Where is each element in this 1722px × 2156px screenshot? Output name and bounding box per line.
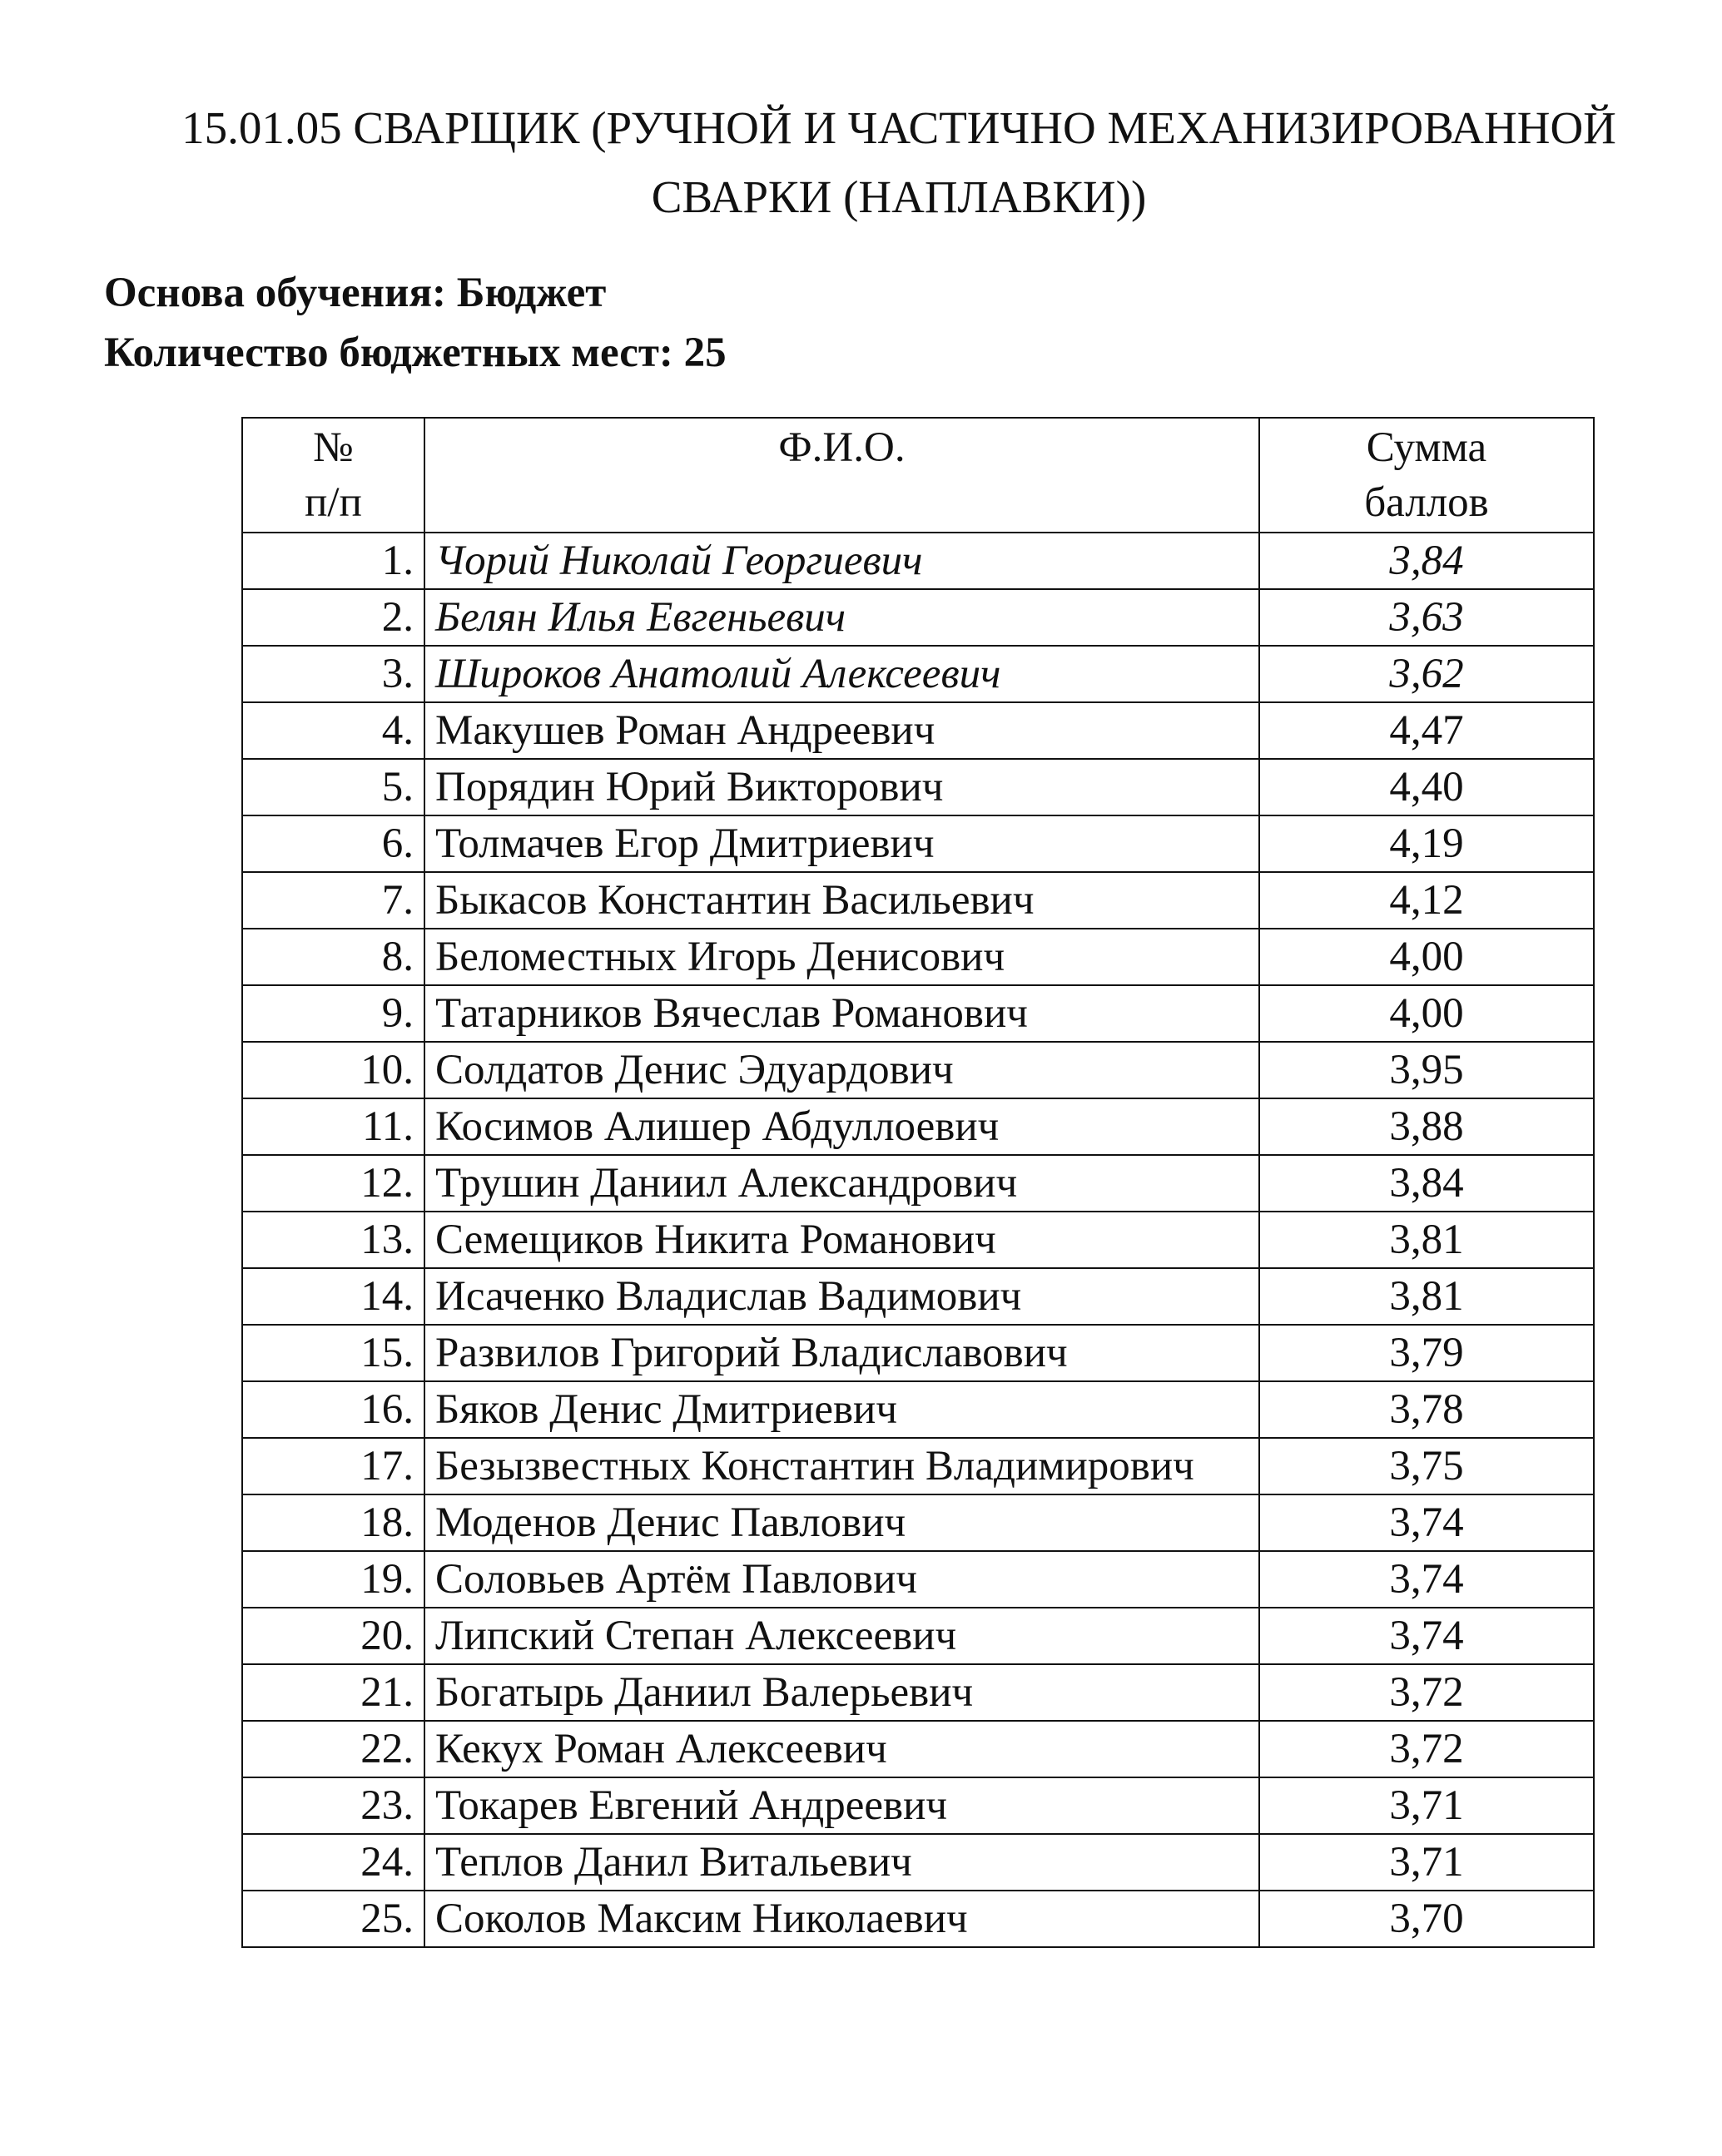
score-sum: 3,72 [1259, 1721, 1594, 1777]
column-header-score [1259, 418, 1594, 533]
table-row [242, 1891, 1594, 1947]
table-row [242, 702, 1594, 759]
applicants-table [241, 417, 1595, 1948]
row-number: 17. [242, 1438, 424, 1494]
score-sum: 3,70 [1259, 1891, 1594, 1947]
score-sum: 3,74 [1259, 1494, 1594, 1551]
row-number: 14. [242, 1268, 424, 1325]
table-row [242, 589, 1594, 646]
table-row [242, 815, 1594, 872]
applicant-name: Развилов Григорий Владиславович [424, 1325, 1259, 1381]
row-number: 15. [242, 1325, 424, 1381]
row-number: 10. [242, 1042, 424, 1098]
score-sum: 3,72 [1259, 1664, 1594, 1721]
score-sum: 3,79 [1259, 1325, 1594, 1381]
score-sum: 3,88 [1259, 1098, 1594, 1155]
applicant-name: Кекух Роман Алексеевич [424, 1721, 1259, 1777]
table-row [242, 929, 1594, 985]
score-sum: 4,47 [1259, 702, 1594, 759]
table-row [242, 1042, 1594, 1098]
applicant-name: Богатырь Даниил Валерьевич [424, 1664, 1259, 1721]
table-row [242, 1777, 1594, 1834]
document-title [100, 93, 1698, 231]
table-row [242, 1834, 1594, 1891]
score-sum: 3,74 [1259, 1608, 1594, 1664]
score-sum: 3,84 [1259, 1155, 1594, 1212]
score-sum: 3,62 [1259, 646, 1594, 702]
row-number: 4. [242, 702, 424, 759]
applicant-name: Солдатов Денис Эдуардович [424, 1042, 1259, 1098]
applicant-name: Косимов Алишер Абдуллоевич [424, 1098, 1259, 1155]
applicant-name: Семещиков Никита Романович [424, 1212, 1259, 1268]
row-number: 19. [242, 1551, 424, 1608]
table-row [242, 1325, 1594, 1381]
row-number: 9. [242, 985, 424, 1042]
applicant-name: Безызвестных Константин Владимирович [424, 1438, 1259, 1494]
admission-info [104, 263, 727, 383]
title-line-1: 15.01.05 СВАРЩИК (РУЧНОЙ И ЧАСТИЧНО МЕХАНИЗИРОВАННОЙ [181, 102, 1616, 153]
table-row [242, 533, 1594, 589]
row-number: 5. [242, 759, 424, 815]
applicant-name: Татарников Вячеслав Романович [424, 985, 1259, 1042]
table-body [242, 533, 1594, 1947]
table-row [242, 1098, 1594, 1155]
score-sum: 3,63 [1259, 589, 1594, 646]
applicant-name: Бяков Денис Дмитриевич [424, 1381, 1259, 1438]
row-number: 7. [242, 872, 424, 929]
table-row [242, 1381, 1594, 1438]
applicant-name: Беломестных Игорь Денисович [424, 929, 1259, 985]
row-number: 18. [242, 1494, 424, 1551]
row-number: 8. [242, 929, 424, 985]
score-sum: 3,75 [1259, 1438, 1594, 1494]
score-sum: 4,00 [1259, 929, 1594, 985]
applicant-name: Исаченко Владислав Вадимович [424, 1268, 1259, 1325]
applicant-name: Быкасов Константин Васильевич [424, 872, 1259, 929]
table-row [242, 1155, 1594, 1212]
row-number: 2. [242, 589, 424, 646]
row-number: 21. [242, 1664, 424, 1721]
applicant-name: Моденов Денис Павлович [424, 1494, 1259, 1551]
title-line-2: СВАРКИ (НАПЛАВКИ)) [651, 171, 1147, 222]
row-number: 25. [242, 1891, 424, 1947]
column-header-name: Ф.И.О. [424, 418, 1259, 533]
row-number: 20. [242, 1608, 424, 1664]
table-row [242, 1212, 1594, 1268]
score-sum: 4,00 [1259, 985, 1594, 1042]
score-sum: 4,19 [1259, 815, 1594, 872]
row-number: 24. [242, 1834, 424, 1891]
row-number: 23. [242, 1777, 424, 1834]
column-header-number-line1: № [313, 424, 354, 471]
table-row [242, 646, 1594, 702]
applicant-name: Порядин Юрий Викторович [424, 759, 1259, 815]
score-sum: 3,74 [1259, 1551, 1594, 1608]
study-basis: Основа обучения: Бюджет [104, 270, 607, 316]
applicant-name: Белян Илья Евгеньевич [424, 589, 1259, 646]
applicant-name: Толмачев Егор Дмитриевич [424, 815, 1259, 872]
row-number: 13. [242, 1212, 424, 1268]
applicant-name: Макушев Роман Андреевич [424, 702, 1259, 759]
row-number: 12. [242, 1155, 424, 1212]
score-sum: 3,81 [1259, 1268, 1594, 1325]
table-row [242, 1551, 1594, 1608]
row-number: 6. [242, 815, 424, 872]
row-number: 1. [242, 533, 424, 589]
score-sum: 3,84 [1259, 533, 1594, 589]
table-row [242, 1664, 1594, 1721]
score-sum: 4,12 [1259, 872, 1594, 929]
score-sum: 3,81 [1259, 1212, 1594, 1268]
row-number: 11. [242, 1098, 424, 1155]
applicant-name: Липский Степан Алексеевич [424, 1608, 1259, 1664]
column-header-number-line2: п/п [305, 479, 362, 526]
table-row [242, 1721, 1594, 1777]
column-header-number [242, 418, 424, 533]
table-row [242, 985, 1594, 1042]
table-row [242, 1438, 1594, 1494]
score-sum: 3,71 [1259, 1777, 1594, 1834]
applicant-name: Соколов Максим Николаевич [424, 1891, 1259, 1947]
score-sum: 4,40 [1259, 759, 1594, 815]
column-header-score-line1: Сумма [1366, 424, 1487, 471]
applicant-name: Соловьев Артём Павлович [424, 1551, 1259, 1608]
row-number: 16. [242, 1381, 424, 1438]
applicant-name: Широков Анатолий Алексеевич [424, 646, 1259, 702]
applicant-name: Токарев Евгений Андреевич [424, 1777, 1259, 1834]
applicant-name: Теплов Данил Витальевич [424, 1834, 1259, 1891]
table-row [242, 759, 1594, 815]
row-number: 3. [242, 646, 424, 702]
budget-places: Количество бюджетных мест: 25 [104, 330, 727, 376]
table-row [242, 1268, 1594, 1325]
table-header-row [242, 418, 1594, 533]
applicant-name: Трушин Даниил Александрович [424, 1155, 1259, 1212]
column-header-score-line2: баллов [1364, 479, 1489, 526]
applicant-name: Чорий Николай Георгиевич [424, 533, 1259, 589]
row-number: 22. [242, 1721, 424, 1777]
table-row [242, 1608, 1594, 1664]
score-sum: 3,71 [1259, 1834, 1594, 1891]
score-sum: 3,95 [1259, 1042, 1594, 1098]
table-row [242, 872, 1594, 929]
score-sum: 3,78 [1259, 1381, 1594, 1438]
table-row [242, 1494, 1594, 1551]
